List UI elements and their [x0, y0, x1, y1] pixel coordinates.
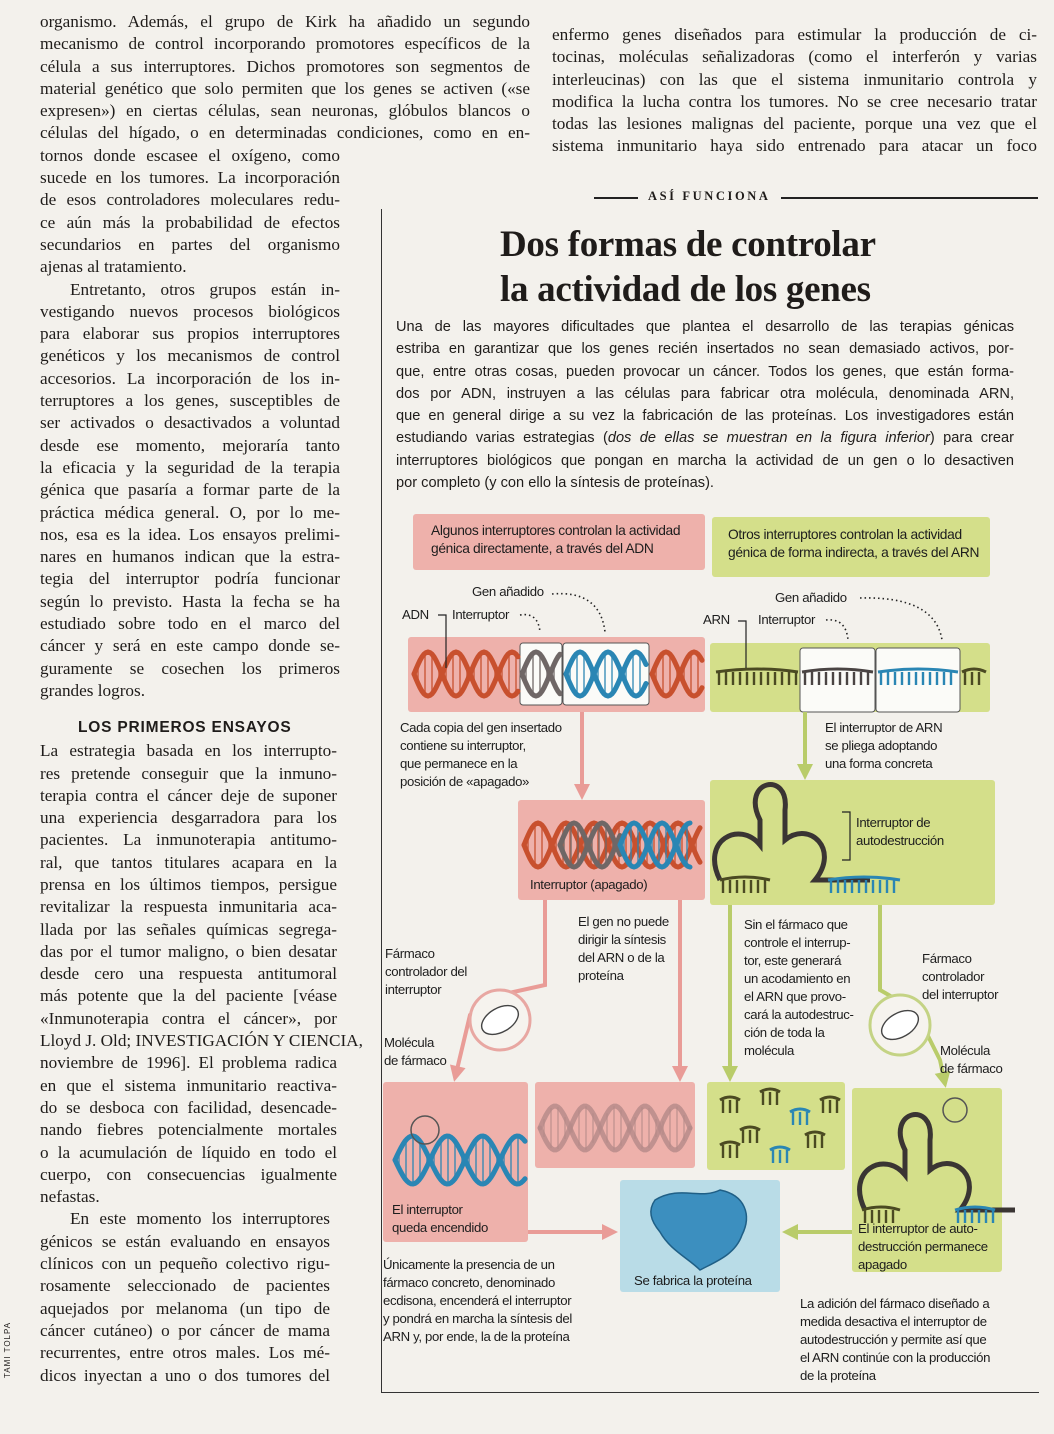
text-line: das por el tumor maligno, o bien desatar — [40, 941, 337, 961]
intro-text: ) para crear — [929, 430, 1015, 447]
rna-switch-pointer — [826, 620, 848, 640]
text-line: pacientes. La inmunoterapia antitumo- — [40, 830, 337, 850]
text-line: res pretende conseguir que la inmuno- — [40, 763, 337, 783]
text-line: llada por las señales químicas segrega- — [40, 919, 337, 939]
text-line: tornos donde escasee el oxígeno, como — [40, 145, 340, 165]
title-line-1: Dos formas de controlar — [500, 224, 876, 265]
label-line: Algunos interruptores controlan la actividad — [431, 523, 681, 538]
sidebar-kicker: ASÍ FUNCIONA — [638, 189, 781, 204]
text-line: En este momento los interruptores — [70, 1209, 330, 1229]
label-line: El interruptor de auto- — [858, 1221, 978, 1236]
dna-drug-molecule-label — [384, 1034, 446, 1070]
label-line: cará la autodestruc- — [744, 1007, 854, 1022]
text-line: revitalizar la respuesta inmunitaria aca- — [40, 897, 337, 917]
text-line: según lo previsto. Hasta la fecha se ha — [40, 591, 340, 611]
label-line: Cada copia del gen insertado — [400, 720, 562, 735]
text-line: o la acumulación de líquido en todo el — [40, 1142, 337, 1162]
text-line: «Inmunoterapia contra el cáncer», por — [40, 1008, 337, 1028]
text-line: interleucinas) con las que el sistema inmunitario controla y — [552, 69, 1037, 89]
label-line: Únicamente la presencia de un — [383, 1257, 555, 1272]
text-line: células del hígado, o en determinadas condiciones, como en en- — [40, 123, 530, 143]
text-line: célula a sus interruptores. Dichos promotores son segmentos de — [40, 56, 530, 76]
text-line: recurrentes, entre otros males. Los mé- — [40, 1343, 330, 1363]
text-line: tocinas, moléculas señalizadoras (como el interferón y varias — [552, 47, 1037, 67]
label-line: un acodamiento en — [744, 971, 851, 986]
text-line: vestigando nuevos procesos biológicos — [40, 301, 340, 321]
rna-arn-label: ARN — [703, 612, 730, 627]
text-line: do se desboca con facilidad, desencade- — [40, 1097, 337, 1117]
self-destruct-label — [856, 814, 944, 850]
text-line: nos, esa es la idea. Los ensayos prelimi- — [40, 524, 340, 544]
label-line: que permanece en la — [400, 756, 518, 771]
text-line: sucede en los tumores. La incorporación — [40, 168, 340, 188]
text-line: ral, que tantos titulares acapara en la — [40, 852, 337, 872]
stays-off-label — [858, 1220, 988, 1274]
label-line: génica directamente, a través del ADN — [431, 541, 654, 556]
label-line: proteína — [578, 968, 624, 983]
label-line: controle el interrup- — [744, 935, 851, 950]
text-line: por completo (y con ello la síntesis de proteínas). — [396, 475, 714, 492]
dna-arrow-off-arrowhead — [672, 1066, 688, 1082]
text-line: nando fiebres potencialmente mortales — [40, 1120, 337, 1140]
text-line: secundarios en partes del organismo — [40, 234, 340, 254]
rna-drug-controller-label — [922, 950, 998, 1004]
rna-gen-label: Gen añadido — [775, 590, 847, 605]
text-line: Lloyd J. Old; INVESTIGACIÓN Y CIENCIA, — [40, 1031, 363, 1051]
dna-gen-label: Gen añadido — [472, 584, 544, 599]
text-line: génica que pasaría a formar parte de la — [40, 480, 340, 500]
dna-switch-label: Interruptor — [452, 607, 509, 622]
text-line: de esos controladores moleculares redu- — [40, 190, 340, 210]
label-line: de fármaco — [940, 1061, 1003, 1076]
text-line: cáncer y será en este campo donde se- — [40, 636, 340, 656]
switch-off-label: Interruptor (apagado) — [530, 877, 648, 892]
text-line: desde cero una respuesta antitumoral — [40, 964, 337, 984]
label-line: El interruptor de ARN — [825, 720, 943, 735]
text-line: La estrategia basada en los interrupto- — [40, 741, 337, 761]
label-line: ARN y, por ende, la de la proteína — [383, 1329, 570, 1344]
label-line: medida desactiva el interruptor de — [800, 1314, 987, 1329]
label-line: génica de forma indirecta, a través del ARN — [728, 545, 980, 560]
label-line: controlador — [922, 969, 985, 984]
text-line: desde ese momento, mejoraría tanto — [40, 435, 340, 455]
text-line: prensa en los últimos tiempos, persigue — [40, 874, 337, 894]
text-line: enfermo genes diseñados para estimular la producción de ci- — [552, 25, 1037, 44]
text-line: que, entre otras cosas, pueden provocar un cáncer. Todos los genes, que están forma- — [396, 363, 1014, 380]
label-line: molécula — [744, 1043, 794, 1058]
label-line: posición de «apagado» — [400, 774, 530, 789]
dna-inactive-panel — [535, 1082, 695, 1168]
rna-gene-pointer — [860, 598, 942, 640]
label-line: Molécula — [384, 1035, 434, 1050]
no-synthesis-note — [578, 913, 669, 985]
text-line: Una de las mayores dificultades que plantea el desarrollo de las terapias génicas — [396, 319, 1014, 335]
text-line: dos por ADN, instruyen a las células para fabricar otra molécula, denominada ARN, — [396, 385, 1014, 402]
text-line: Entretanto, otros grupos están in- — [70, 279, 340, 299]
text-line: terapia contra el cáncer deje de suponer — [40, 785, 337, 805]
label-line: El gen no puede — [578, 914, 669, 929]
intro-text: estudiando varias estrategias ( — [396, 430, 608, 447]
title-line-2: la actividad de los genes — [500, 269, 871, 310]
label-line: interruptor — [385, 982, 442, 997]
text-line: genéticos y los mecanismos de control — [40, 346, 340, 366]
label-line: contiene su interruptor, — [400, 738, 526, 753]
text-line: génicos se están evaluando en ensayos — [40, 1231, 330, 1251]
dna-copy-note — [400, 719, 562, 791]
label-line: del interruptor — [922, 987, 999, 1002]
label-line: Interruptor de — [856, 815, 931, 830]
text-line: organismo. Además, el grupo de Kirk ha añadido un segundo — [40, 12, 530, 31]
section-heading: LOS PRIMEROS ENSAYOS — [78, 719, 292, 737]
rna-arrow-destroy-arrowhead — [722, 1066, 738, 1082]
text-line: modifica la lucha contra los tumores. No se cree necesario tratar — [552, 91, 1037, 111]
label-line: El interruptor — [392, 1202, 463, 1217]
switch-pointer — [520, 615, 540, 632]
rna-switch-label: Interruptor — [758, 612, 815, 627]
text-line: dicos inyectan a uno o dos tumores del — [40, 1365, 330, 1385]
label-line: La adición del fármaco diseñado a — [800, 1296, 990, 1311]
text-line: ser activados o desactivados a voluntad — [40, 413, 340, 433]
label-line: destrucción permanece — [858, 1239, 988, 1254]
label-line: autodestrucción y permite así que — [800, 1332, 987, 1347]
rna-drug-molecule-label — [940, 1042, 1002, 1078]
label-line: fármaco concreto, denominado — [383, 1275, 555, 1290]
rna-arrow-1-arrowhead — [797, 764, 813, 780]
text-line: en que el sistema inmunitario reactiva- — [40, 1075, 337, 1095]
rna-fold-note — [825, 719, 942, 773]
text-line: accesorios. La incorporación de los in- — [40, 368, 340, 388]
label-line: ción de toda la — [744, 1025, 825, 1040]
dna-footnote — [383, 1256, 572, 1346]
text-line: nefastas. — [40, 1187, 100, 1207]
text-line: nares en humanos indican que la estra- — [40, 547, 340, 567]
label-line: Molécula — [940, 1043, 990, 1058]
label-line: el ARN continúe con la producción — [800, 1350, 991, 1365]
text-line: material genético que solo permiten que los genes se activen («se — [40, 78, 530, 98]
text-line: terruptores a los genes, susceptibles de — [40, 391, 340, 411]
text-line: estudiado sobre todo en el marco del — [40, 614, 340, 634]
dna-drug-controller-label — [385, 945, 467, 999]
text-line: cáncer cutáneo) o por cáncer de mama — [40, 1320, 330, 1340]
label-line: dirigir la síntesis — [578, 932, 666, 947]
text-line: clínicos con un pequeño colectivo rigu- — [40, 1254, 330, 1274]
text-line: tegia del interruptor podría funcionar — [40, 569, 340, 589]
no-drug-note — [744, 916, 854, 1060]
text-line: que en general dirige a su vez la fabricación de las proteínas. Los investigadores están — [396, 408, 1014, 425]
label-line: controlador del — [385, 964, 467, 979]
protein-label: Se fabrica la proteína — [634, 1273, 752, 1288]
text-line: sistema inmunitario haya sido entrenado para atacar un foco — [552, 136, 1037, 156]
text-line: práctica médica general. O, por lo me- — [40, 502, 340, 522]
label-line: ecdisona, encenderá el interruptor — [383, 1293, 572, 1308]
text-line: aquejados por melanoma (un tipo de — [40, 1298, 330, 1318]
label-line: una forma concreta — [825, 756, 933, 771]
text-line: una experiencia desgarradora para los — [40, 808, 337, 828]
label-line: el ARN que provo- — [744, 989, 846, 1004]
switch-on-label — [392, 1201, 488, 1237]
label-line: Fármaco — [385, 946, 435, 961]
gene-pointer — [552, 594, 605, 632]
dna-adn-label: ADN — [402, 607, 429, 622]
text-line: cuerpo, con consecuencias igualmente — [40, 1164, 337, 1184]
text-line: para elaborar sus propios interruptores — [40, 324, 340, 344]
text-line: expresen») en ciertas células, sean neuronas, glóbulos blancos o — [40, 101, 530, 121]
label-line: del ARN o de la — [578, 950, 665, 965]
text-line: noviembre de 1996]. El problema radica — [40, 1053, 337, 1073]
photo-credit: TAMI TOLPA — [3, 1321, 12, 1378]
rna-footnote — [800, 1295, 990, 1385]
text-line: más potente que la del paciente [véase — [40, 986, 337, 1006]
rna-header — [712, 517, 990, 577]
label-line: Sin el fármaco que — [744, 917, 848, 932]
label-line: queda encendido — [392, 1220, 488, 1235]
text-line: mecanismo de control incorporando promotores específicos de la — [40, 34, 530, 54]
text-line: interruptores biológicos que pongan en marcha la actividad de un gen o lo desactiven — [396, 452, 1014, 469]
text-line: ajenas al tratamiento. — [40, 257, 187, 277]
text-line: todas las lesiones malignas del paciente, porque una vez que el — [552, 114, 1037, 134]
label-line: tor, este generará — [744, 953, 842, 968]
protein-arrow-dna-arrowhead — [602, 1224, 618, 1240]
dna-header — [413, 514, 705, 570]
label-line: de fármaco — [384, 1053, 447, 1068]
intro-italic: dos de ellas se muestran en la figura inferior — [607, 430, 930, 447]
label-line: autodestrucción — [856, 833, 944, 848]
text-line: ce aún más la probabilidad de efectos — [40, 212, 340, 232]
label-line: Otros interruptores controlan la actividad — [728, 527, 962, 542]
text-line: estriba en garantizar que los genes recién insertados no sean demasiado activos, por- — [396, 341, 1014, 358]
text-line: rosamente seleccionado de pacientes — [40, 1276, 330, 1296]
text-line: guramente se cosechen los primeros — [40, 658, 340, 678]
label-line: se pliega adoptando — [825, 738, 938, 753]
dna-arrow-drug-arrowhead — [450, 1064, 466, 1081]
label-line: de la proteína — [800, 1368, 876, 1383]
label-line: Fármaco — [922, 951, 972, 966]
dna-arrow-1-arrowhead — [574, 784, 590, 800]
label-line: apagado — [858, 1257, 907, 1272]
label-line: y pondrá en marcha la síntesis del — [383, 1311, 572, 1326]
text-line: la eficacia y la seguridad de la terapia — [40, 457, 340, 477]
text-line: grandes logros. — [40, 680, 146, 700]
protein-arrow-rna-arrowhead — [782, 1224, 798, 1240]
